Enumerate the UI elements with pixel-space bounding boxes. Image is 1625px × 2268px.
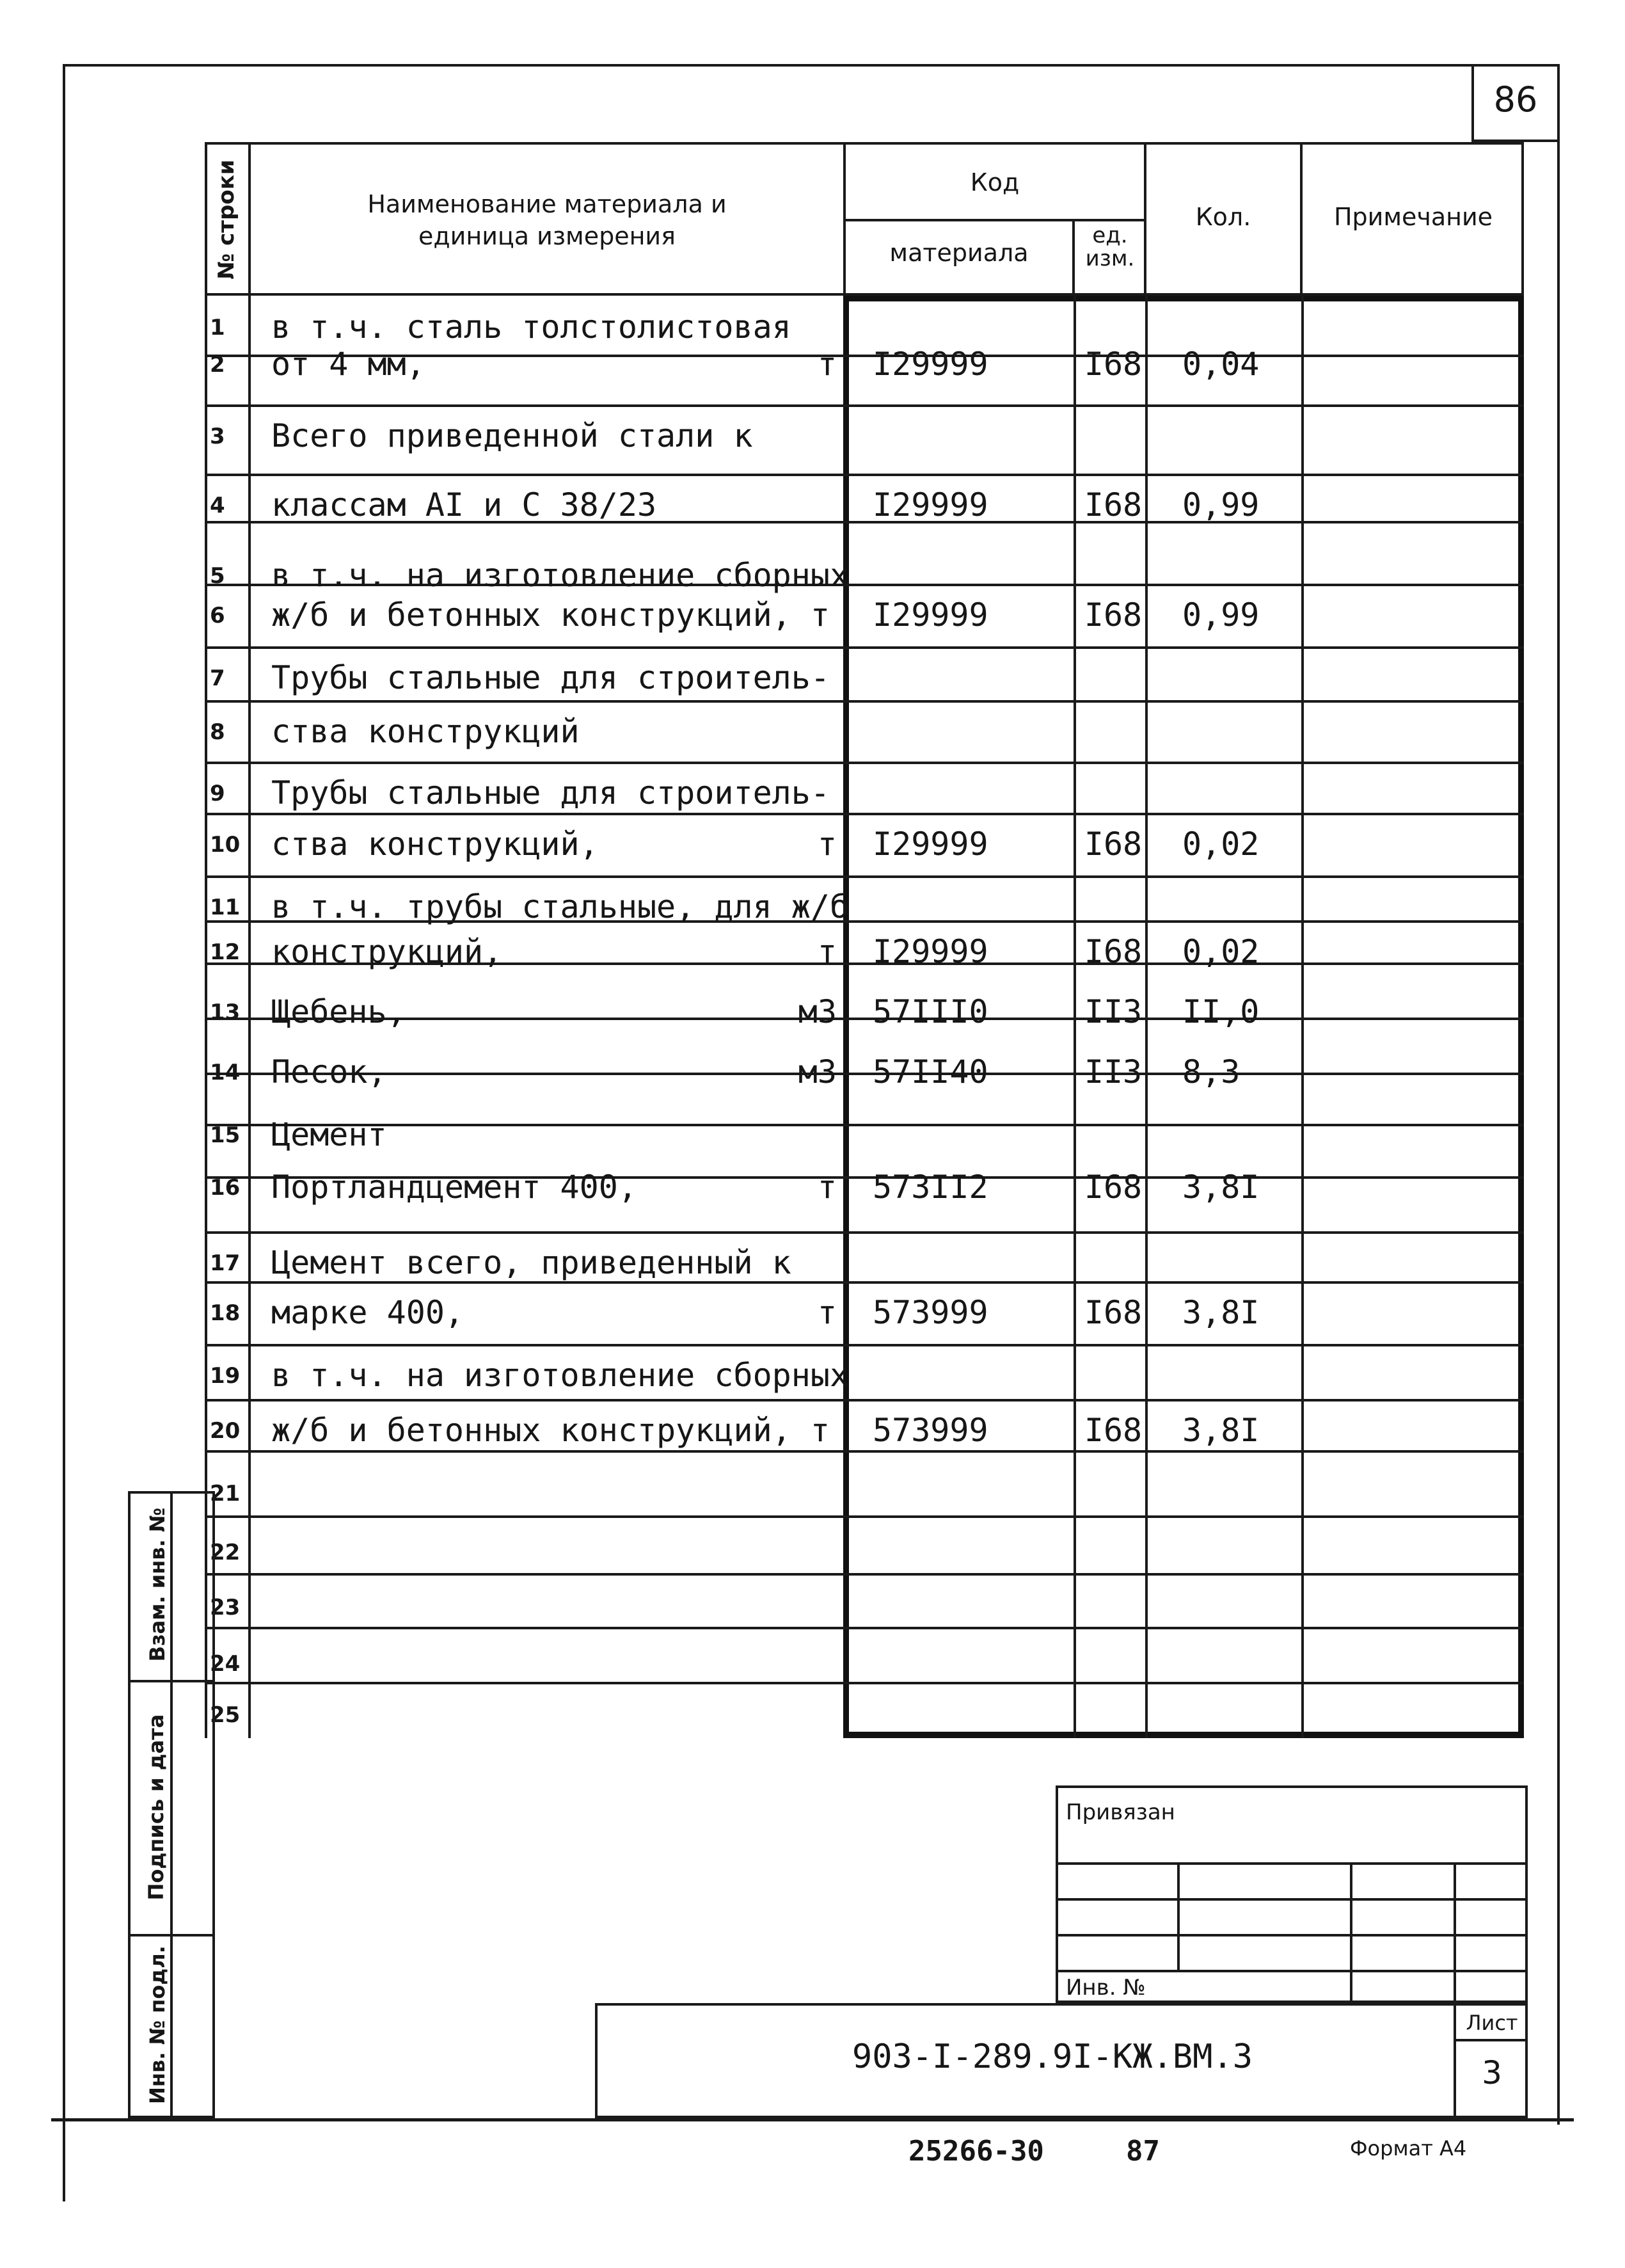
frame-top-line — [63, 64, 1560, 67]
row-material-code: I29999 — [873, 826, 988, 863]
row-rule — [205, 813, 1524, 815]
row-rule — [205, 875, 1524, 878]
row-unit: т — [817, 1294, 837, 1331]
table-row — [205, 1588, 1524, 1627]
row-quantity: 0,99 — [1182, 596, 1260, 634]
doc-code: 903-I-289.9I-КЖ.ВМ.3 — [852, 2038, 1253, 2076]
row-name: в т.ч. на изготовление сборных — [271, 557, 850, 594]
row-name: в т.ч. трубы стальные, для ж/б — [271, 888, 850, 925]
table-row — [205, 713, 1524, 751]
row-number: 22 — [210, 1540, 241, 1565]
side-stamp-sep-2 — [128, 1934, 215, 1937]
binding-line-2 — [1056, 1898, 1528, 1901]
row-material-code: I29999 — [873, 933, 988, 970]
row-unit: т — [817, 346, 837, 383]
footer-format: Формат А4 — [1350, 2136, 1467, 2160]
binding-vline-3 — [1454, 1862, 1456, 2003]
row-name: от 4 мм, — [271, 346, 425, 383]
row-quantity: 0,02 — [1182, 826, 1260, 863]
row-rule — [205, 474, 1524, 476]
row-name: ж/б и бетонных конструкций, т — [271, 1412, 830, 1449]
row-quantity: 0,99 — [1182, 486, 1260, 523]
row-material-code: 573999 — [873, 1294, 988, 1331]
row-unit-code: II3 — [1084, 993, 1143, 1030]
header-code-unit: ед. изм. — [1085, 223, 1135, 271]
row-material-code: 57III0 — [873, 993, 988, 1030]
table-row — [205, 596, 1524, 635]
table-row — [205, 888, 1524, 927]
row-rule — [205, 1450, 1524, 1453]
binding-line-1 — [1056, 1862, 1528, 1865]
table-row — [205, 1533, 1524, 1572]
row-number: 24 — [210, 1651, 241, 1677]
table-row — [205, 826, 1524, 864]
row-material-code: I29999 — [873, 486, 988, 523]
row-number: 15 — [210, 1122, 241, 1148]
table-row — [205, 1116, 1524, 1154]
table-row — [205, 1244, 1524, 1282]
row-rule — [205, 1399, 1524, 1402]
row-rule — [205, 1627, 1524, 1629]
row-number: 11 — [210, 895, 241, 920]
table-row — [205, 1645, 1524, 1683]
header-note: Примечание — [1333, 203, 1493, 231]
row-name: ж/б и бетонных конструкций, т — [271, 596, 830, 634]
table-row — [205, 346, 1524, 384]
table-row — [205, 486, 1524, 525]
row-number: 25 — [210, 1702, 241, 1728]
row-unit-code: I68 — [1084, 1294, 1143, 1331]
row-name: Цемент — [271, 1116, 387, 1153]
table-row — [205, 659, 1524, 698]
row-quantity: 0,02 — [1182, 933, 1260, 970]
side-stamp-vzam-inv: Взам. инв. № — [145, 1507, 170, 1662]
row-unit-code: I68 — [1084, 486, 1143, 523]
row-number: 21 — [210, 1481, 241, 1506]
row-name: конструкций, — [271, 933, 503, 970]
row-name: Трубы стальные для строитель- — [271, 659, 830, 696]
row-unit: т — [817, 933, 837, 970]
table-row — [205, 417, 1524, 456]
bottom-baseline — [51, 2118, 1574, 2121]
row-quantity: 0,04 — [1182, 346, 1260, 383]
row-number: 12 — [210, 939, 241, 965]
hdr-div-rownum — [248, 142, 251, 296]
row-rule — [205, 404, 1524, 407]
binding-line-3 — [1056, 1934, 1528, 1937]
table-row — [205, 557, 1524, 595]
table-row — [205, 774, 1524, 813]
row-name: Портландцемент 400, — [271, 1169, 637, 1206]
row-unit-code: I68 — [1084, 1412, 1143, 1449]
header-row-no: № строки — [214, 159, 239, 280]
row-rule — [205, 1573, 1524, 1576]
table-row — [205, 993, 1524, 1032]
table-row — [205, 308, 1524, 347]
row-number: 2 — [210, 352, 225, 378]
table-row — [205, 1169, 1524, 1207]
table-body — [205, 296, 1524, 1738]
table-row — [205, 1696, 1524, 1734]
row-material-code: I29999 — [873, 596, 988, 634]
row-name: классам AI и С 38/23 — [271, 486, 657, 523]
header-qty: Кол. — [1195, 203, 1251, 231]
row-quantity: 3,8I — [1182, 1412, 1260, 1449]
row-number: 1 — [210, 315, 225, 340]
binding-vline-1 — [1177, 1862, 1180, 1970]
row-quantity: 3,8I — [1182, 1169, 1260, 1206]
row-unit-code: I68 — [1084, 826, 1143, 863]
row-rule — [205, 1344, 1524, 1346]
row-name: в т.ч. сталь толстолистовая — [271, 308, 791, 346]
row-name: ства конструкций, — [271, 826, 599, 863]
row-number: 17 — [210, 1250, 241, 1276]
footer-page-mark: 87 — [1126, 2135, 1160, 2168]
footer-order-no: 25266-30 — [908, 2135, 1044, 2168]
row-rule — [205, 762, 1524, 764]
row-unit: м3 — [798, 1053, 837, 1090]
table-row — [205, 1053, 1524, 1092]
header-name-line2: единица измерения — [418, 222, 676, 250]
binding-vline-2 — [1350, 1862, 1352, 2003]
row-quantity: II,0 — [1182, 993, 1260, 1030]
row-name: Щебень, — [271, 993, 406, 1030]
binding-label: Привязан — [1066, 1800, 1175, 1825]
side-stamp-inv-podl: Инв. № подл. — [145, 1945, 170, 2104]
row-rule — [205, 1231, 1524, 1234]
row-number: 20 — [210, 1418, 241, 1444]
row-number: 10 — [210, 832, 241, 858]
row-number: 19 — [210, 1363, 241, 1389]
row-number: 8 — [210, 719, 225, 745]
row-name: ства конструкций — [271, 713, 580, 750]
row-number: 18 — [210, 1300, 241, 1326]
row-material-code: I29999 — [873, 346, 988, 383]
row-material-code: 573II2 — [873, 1169, 988, 1206]
row-name: Всего приведенной стали к — [271, 417, 753, 454]
header-code: Код — [970, 168, 1020, 196]
row-quantity: 8,3 — [1182, 1053, 1241, 1090]
hdr-code-split — [843, 219, 1146, 221]
row-unit-code: I68 — [1084, 1169, 1143, 1206]
row-number: 16 — [210, 1175, 241, 1201]
row-number: 13 — [210, 1000, 241, 1025]
list-label-line — [1454, 2039, 1528, 2041]
row-unit-code: I68 — [1084, 596, 1143, 634]
row-quantity: 3,8I — [1182, 1294, 1260, 1331]
row-number: 7 — [210, 666, 225, 691]
sheet-number-top: 86 — [1493, 79, 1538, 120]
row-name: в т.ч. на изготовление сборных — [271, 1357, 850, 1394]
header-code-material: материала — [889, 239, 1029, 267]
row-number: 14 — [210, 1060, 241, 1085]
row-unit: т — [817, 826, 837, 863]
row-unit: м3 — [798, 993, 837, 1030]
row-unit: т — [817, 1169, 837, 1206]
row-unit-code: I68 — [1084, 933, 1143, 970]
table-row — [205, 1412, 1524, 1450]
row-rule — [205, 700, 1524, 703]
row-name: Цемент всего, приведенный к — [271, 1244, 791, 1281]
row-material-code: 57II40 — [873, 1053, 988, 1090]
row-name: Трубы стальные для строитель- — [271, 774, 830, 811]
table-row — [205, 1474, 1524, 1513]
binding-line-4 — [1056, 1970, 1528, 1972]
row-number: 6 — [210, 603, 225, 628]
row-number: 3 — [210, 424, 225, 449]
frame-left-line — [63, 64, 65, 2201]
inv-no-label: Инв. № — [1066, 1975, 1146, 2000]
row-number: 23 — [210, 1595, 241, 1620]
table-row — [205, 1294, 1524, 1332]
row-rule — [205, 1515, 1524, 1518]
row-unit-code: II3 — [1084, 1053, 1143, 1090]
row-material-code: 573999 — [873, 1412, 988, 1449]
list-number: 3 — [1482, 2054, 1502, 2091]
table-row — [205, 1357, 1524, 1395]
row-name: марке 400, — [271, 1294, 464, 1331]
table-row — [205, 933, 1524, 971]
row-rule — [205, 646, 1524, 649]
row-number: 5 — [210, 563, 225, 589]
side-stamp-sep-1 — [128, 1680, 215, 1682]
row-number: 4 — [210, 493, 225, 518]
header-name-line1: Наименование материала и — [367, 190, 727, 218]
frame-right-line — [1557, 64, 1560, 2125]
row-unit-code: I68 — [1084, 346, 1143, 383]
list-label: Лист — [1466, 2011, 1518, 2035]
row-number: 9 — [210, 781, 225, 806]
hdr-div-code — [1072, 219, 1075, 296]
side-stamp-podpis-data: Подпись и дата — [144, 1714, 168, 1901]
row-name: Песок, — [271, 1053, 387, 1090]
